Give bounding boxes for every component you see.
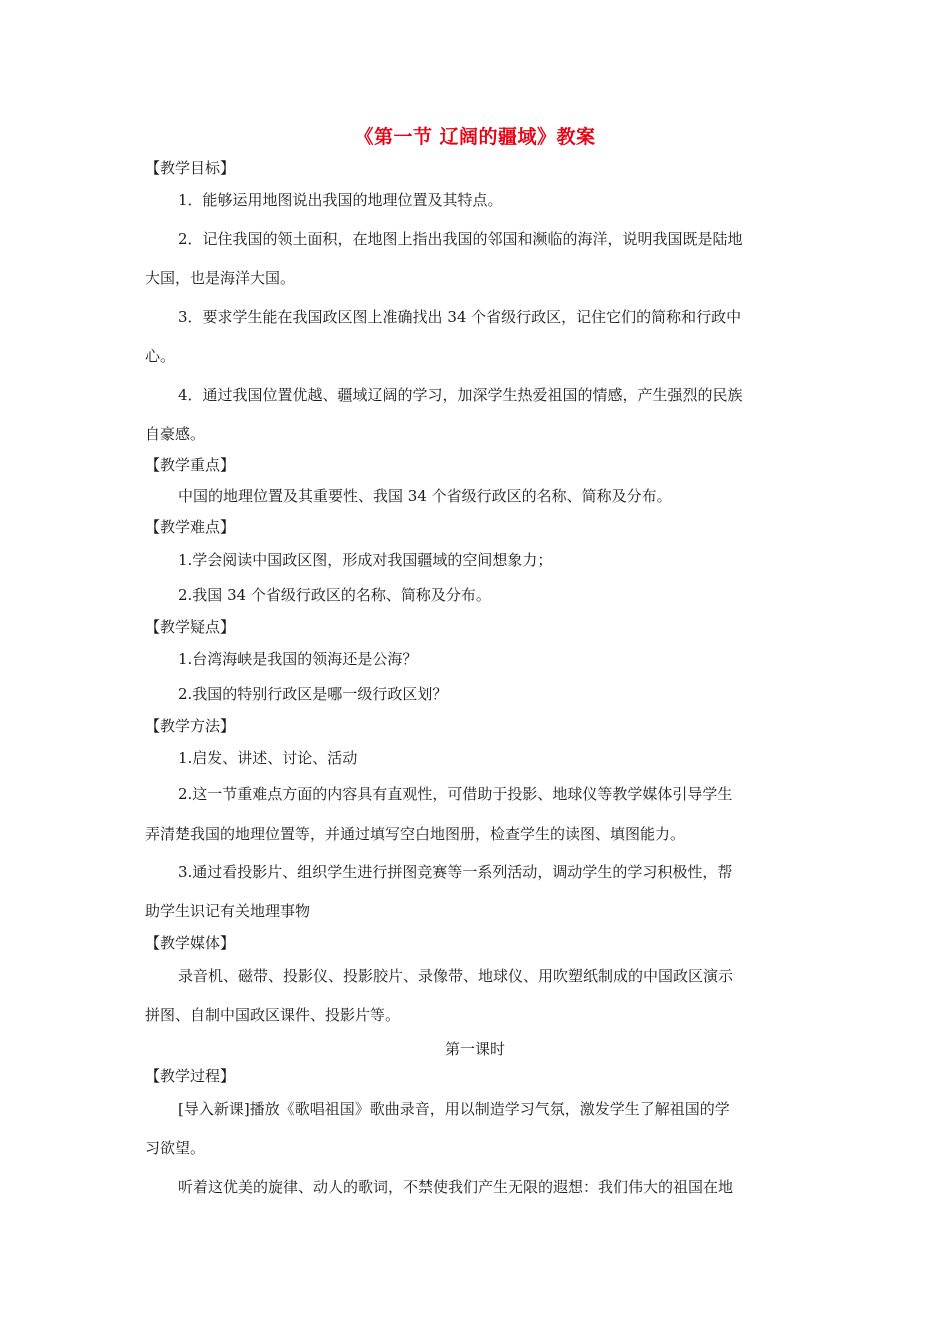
paragraph-line: 中国的地理位置及其重要性、我国 34 个省级行政区的名称、简称及分布。: [178, 487, 672, 505]
paragraph-line: 心。: [145, 347, 176, 365]
section-heading-difficulties: 【教学难点】: [145, 518, 236, 536]
paragraph-line: 习欲望。: [145, 1139, 206, 1157]
paragraph-line: 1.台湾海峡是我国的领海还是公海？: [178, 650, 418, 668]
paragraph-line: 4．通过我国位置优越、疆域辽阔的学习，加深学生热爱祖国的情感，产生强烈的民族: [178, 386, 743, 404]
section-heading-doubts: 【教学疑点】: [145, 618, 236, 636]
paragraph-line: 录音机、磁带、投影仪、投影胶片、录像带、地球仪、用吹塑纸制成的中国政区演示: [178, 967, 734, 985]
paragraph-line: [导入新课]播放《歌唱祖国》歌曲录音，用以制造学习气氛，激发学生了解祖国的学: [178, 1100, 730, 1118]
paragraph-line: 3．要求学生能在我国政区图上准确找出 34 个省级行政区，记住它们的简称和行政中: [178, 308, 742, 326]
section-heading-objectives: 【教学目标】: [145, 159, 236, 177]
paragraph-line: 听着这优美的旋律、动人的歌词，不禁使我们产生无限的遐想：我们伟大的祖国在地: [178, 1178, 734, 1196]
paragraph-line: 大国，也是海洋大国。: [145, 269, 296, 287]
paragraph-line: 2．记住我国的领土面积，在地图上指出我国的邻国和濒临的海洋，说明我国既是陆地: [178, 230, 743, 248]
section-heading-methods: 【教学方法】: [145, 717, 236, 735]
paragraph-line: 1.启发、讲述、讨论、活动: [178, 749, 358, 767]
lesson-period-heading: 第一课时: [444, 1040, 505, 1058]
paragraph-line: 1．能够运用地图说出我国的地理位置及其特点。: [178, 191, 503, 209]
paragraph-line: 1.学会阅读中国政区图，形成对我国疆域的空间想象力；: [178, 551, 553, 569]
document-title: 《第一节 辽阔的疆域》教案: [354, 126, 596, 148]
paragraph-line: 3.通过看投影片、组织学生进行拼图竞赛等一系列活动，调动学生的学习积极性，帮: [178, 863, 733, 881]
paragraph-line: 助学生识记有关地理事物: [145, 902, 311, 920]
paragraph-line: 2.这一节重难点方面的内容具有直观性，可借助于投影、地球仪等教学媒体引导学生: [178, 785, 733, 803]
paragraph-line: 弄清楚我国的地理位置等，并通过填写空白地图册，检查学生的读图、填图能力。: [145, 825, 686, 843]
section-heading-process: 【教学过程】: [145, 1067, 236, 1085]
paragraph-line: 2.我国 34 个省级行政区的名称、简称及分布。: [178, 586, 491, 604]
paragraph-line: 自豪感。: [145, 425, 206, 443]
section-heading-media: 【教学媒体】: [145, 934, 236, 952]
paragraph-line: 拼图、自制中国政区课件、投影片等。: [145, 1006, 401, 1024]
section-heading-key-points: 【教学重点】: [145, 456, 236, 474]
paragraph-line: 2.我国的特别行政区是哪一级行政区划？: [178, 685, 448, 703]
